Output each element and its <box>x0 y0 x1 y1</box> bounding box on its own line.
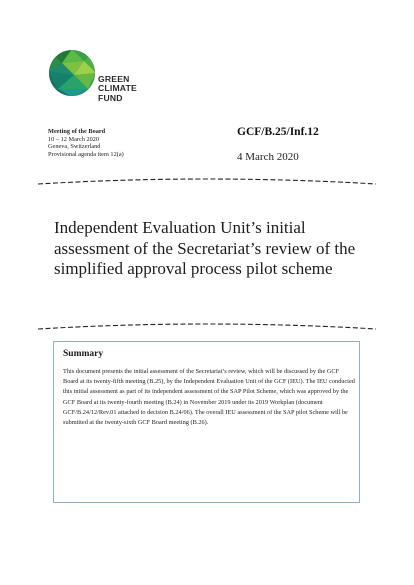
top-divider <box>38 176 376 186</box>
logo-line-climate: CLIMATE <box>98 83 137 94</box>
document-number: GCF/B.25/Inf.12 <box>237 126 319 138</box>
document-date: 4 March 2020 <box>237 151 299 163</box>
meeting-name: Meeting of the Board <box>48 128 106 135</box>
meeting-metadata <box>48 128 124 158</box>
bottom-divider <box>38 321 376 331</box>
meeting-dates: 10 – 12 March 2020 <box>48 135 100 143</box>
summary-heading: Summary <box>63 349 104 359</box>
green-climate-fund-logo-icon <box>48 49 96 97</box>
meeting-location: Geneva, Switzerland <box>48 143 101 151</box>
logo-wordmark <box>98 75 137 103</box>
summary-text: This document presents the initial assessment of the Secretariat’s review, which will be discussed by the GCF Board at its twenty-fifth meeting (B.25), by the Independent Evaluation Unit of the GCF (IEU). The IEU conducted this initial assessment as part of its independent assessment of the SAP Pilot Scheme, which was approved by the GCF Board at its twenty-fourth meeting (B.24) in November 2019 under its 2019 Workplan (document GCF/B.24/12/Rev.01 attached to decision B.24/06). The overall IEU assessment of the SAP pilot Scheme will be submitted at the twenty-sixth GCF Board meeting (B.26). <box>63 368 355 427</box>
document-title: Independent Evaluation Unit’s initial assessment of the Secretariat’s review of the simplified approval process pilot scheme <box>54 218 356 278</box>
logo-line-green: GREEN <box>98 74 130 84</box>
summary-box <box>53 341 360 503</box>
agenda-item: Provisional agenda item 12(a) <box>48 150 124 158</box>
logo-line-fund: FUND <box>98 92 123 103</box>
